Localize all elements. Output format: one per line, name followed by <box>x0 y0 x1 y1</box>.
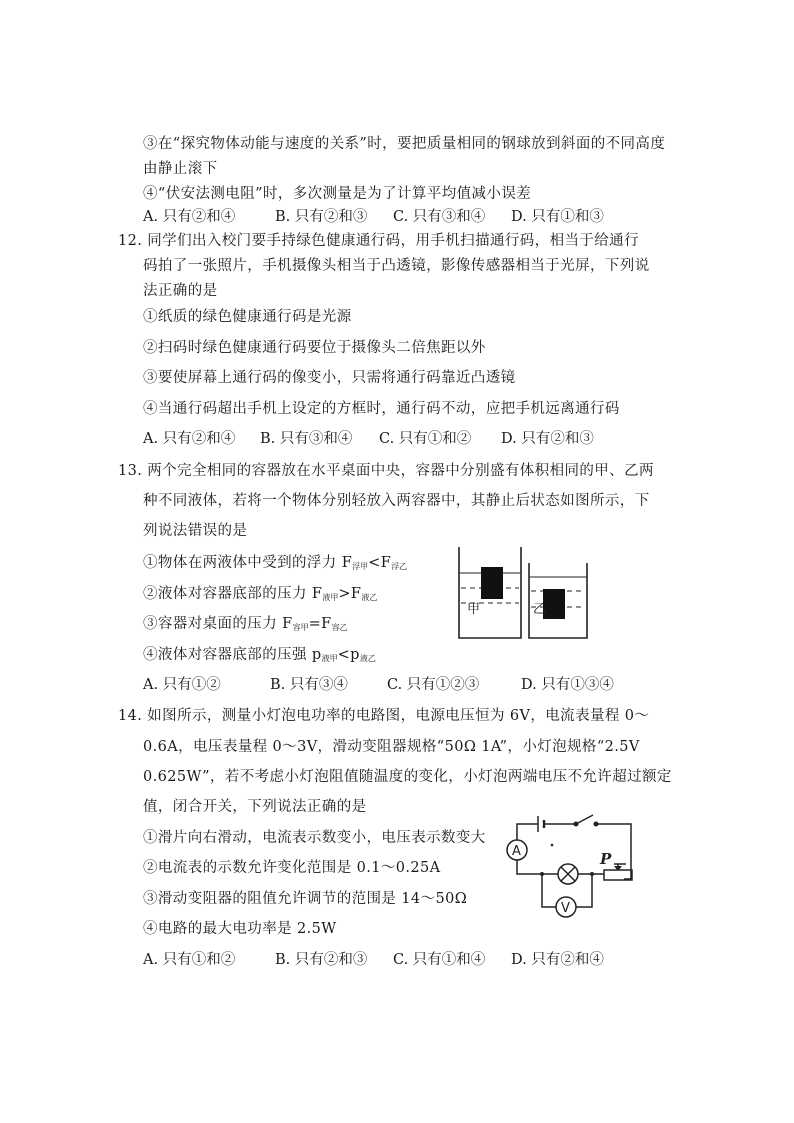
q13-item-1: ①物体在两液体中受到的浮力 $F_{浮甲}<F_{浮乙}$ <box>143 555 408 571</box>
q14-circuit-figure <box>500 812 640 927</box>
q11-option-b: B. 只有②和③ <box>275 209 368 225</box>
q12-item-3: ③要使屏幕上通行码的像变小，只需将通行码靠近凸透镜 <box>143 370 516 386</box>
q14-option-b: B. 只有②和③ <box>275 952 368 968</box>
q14-item-3: ③滑动变阻器的阻值允许调节的范围是 14～50Ω <box>143 891 468 907</box>
q13-option-a: A. 只有①② <box>143 677 221 693</box>
q11-option-a: A. 只有②和④ <box>143 209 236 225</box>
q12-stem-line2: 码拍了一张照片，手机摄像头相当于凸透镜，影像传感器相当于光屏，下列说 <box>143 258 650 274</box>
q11-option-c: C. 只有③和④ <box>393 209 486 225</box>
q12-option-c: C. 只有①和② <box>379 431 472 447</box>
q13-containers-figure <box>455 543 590 643</box>
q14-stem-line4: 值，闭合开关，下列说法正确的是 <box>143 799 367 815</box>
q12-stem-line1: 12. 同学们出入校门要手持绿色健康通行码，用手机扫描通行码，相当于给通行 <box>118 233 639 249</box>
voltmeter-label: V <box>561 901 570 916</box>
q14-item-2: ②电流表的示数允许变化范围是 0.1～0.25A <box>143 860 441 876</box>
slider-label: P <box>600 850 612 868</box>
q13-stem-line1: 13. 两个完全相同的容器放在水平桌面中央，容器中分别盛有体积相同的甲、乙两 <box>118 463 654 479</box>
q13-item-3: ③容器对桌面的压力 $F_{容甲}=F_{容乙}$ <box>143 616 348 632</box>
q11-item3-line2: 由静止滚下 <box>143 161 218 177</box>
q12-option-d: D. 只有②和③ <box>501 431 594 447</box>
q14-stem-line1: 14. 如图所示，测量小灯泡电功率的电路图，电源电压恒为 6V，电流表量程 0～ <box>118 708 650 724</box>
q12-option-a: A. 只有②和④ <box>143 431 236 447</box>
q13-item-2: ②液体对容器底部的压力 $F_{液甲}>F_{液乙}$ <box>143 586 378 602</box>
object-in-right <box>543 589 565 619</box>
q14-option-d: D. 只有②和④ <box>511 952 604 968</box>
q12-item-2: ②扫码时绿色健康通行码要位于摄像头二倍焦距以外 <box>143 340 486 356</box>
q13-stem-line3: 列说法错误的是 <box>143 523 248 539</box>
q13-item-4: ④液体对容器底部的压强 $p_{液甲}<p_{液乙}$ <box>143 647 376 663</box>
q14-option-c: C. 只有①和④ <box>393 952 486 968</box>
q12-item-4: ④当通行码超出手机上设定的方框时，通行码不动，应把手机远离通行码 <box>143 401 620 417</box>
q14-option-a: A. 只有①和② <box>143 952 236 968</box>
ammeter-label: A <box>512 844 521 859</box>
q14-stem-line3: 0.625W”，若不考虑小灯泡阻值随温度的变化，小灯泡两端电压不允许超过额定 <box>143 769 672 785</box>
q13-option-b: B. 只有③④ <box>270 677 348 693</box>
q12-item-1: ①纸质的绿色健康通行码是光源 <box>143 309 352 325</box>
q13-stem-line2: 种不同液体，若将一个物体分别轻放入两容器中，其静止后状态如图所示，下 <box>143 493 650 509</box>
q13-option-d: D. 只有①③④ <box>521 677 614 693</box>
q14-stem-line2: 0.6A，电压表量程 0～3V，滑动变阻器规格“50Ω 1A”，小灯泡规格“2.5V <box>143 739 640 755</box>
q11-item3-line1: ③在“探究物体动能与速度的关系”时，要把质量相同的钢球放到斜面的不同高度 <box>143 136 666 152</box>
q14-item-4: ④电路的最大电功率是 2.5W <box>143 921 337 937</box>
q11-option-d: D. 只有①和③ <box>511 209 604 225</box>
q14-item-1: ①滑片向右滑动，电流表示数变小，电压表示数变大 <box>143 830 486 846</box>
object-in-left <box>481 567 503 599</box>
label-jia: 甲 <box>467 602 481 617</box>
q11-item4: ④“伏安法测电阻”时，多次测量是为了计算平均值减小误差 <box>143 186 532 202</box>
label-yi: 乙 <box>533 602 547 617</box>
q12-option-b: B. 只有③和④ <box>260 431 353 447</box>
q13-option-c: C. 只有①②③ <box>387 677 480 693</box>
q12-stem-line3: 法正确的是 <box>143 283 218 299</box>
switch-blade <box>576 815 593 824</box>
